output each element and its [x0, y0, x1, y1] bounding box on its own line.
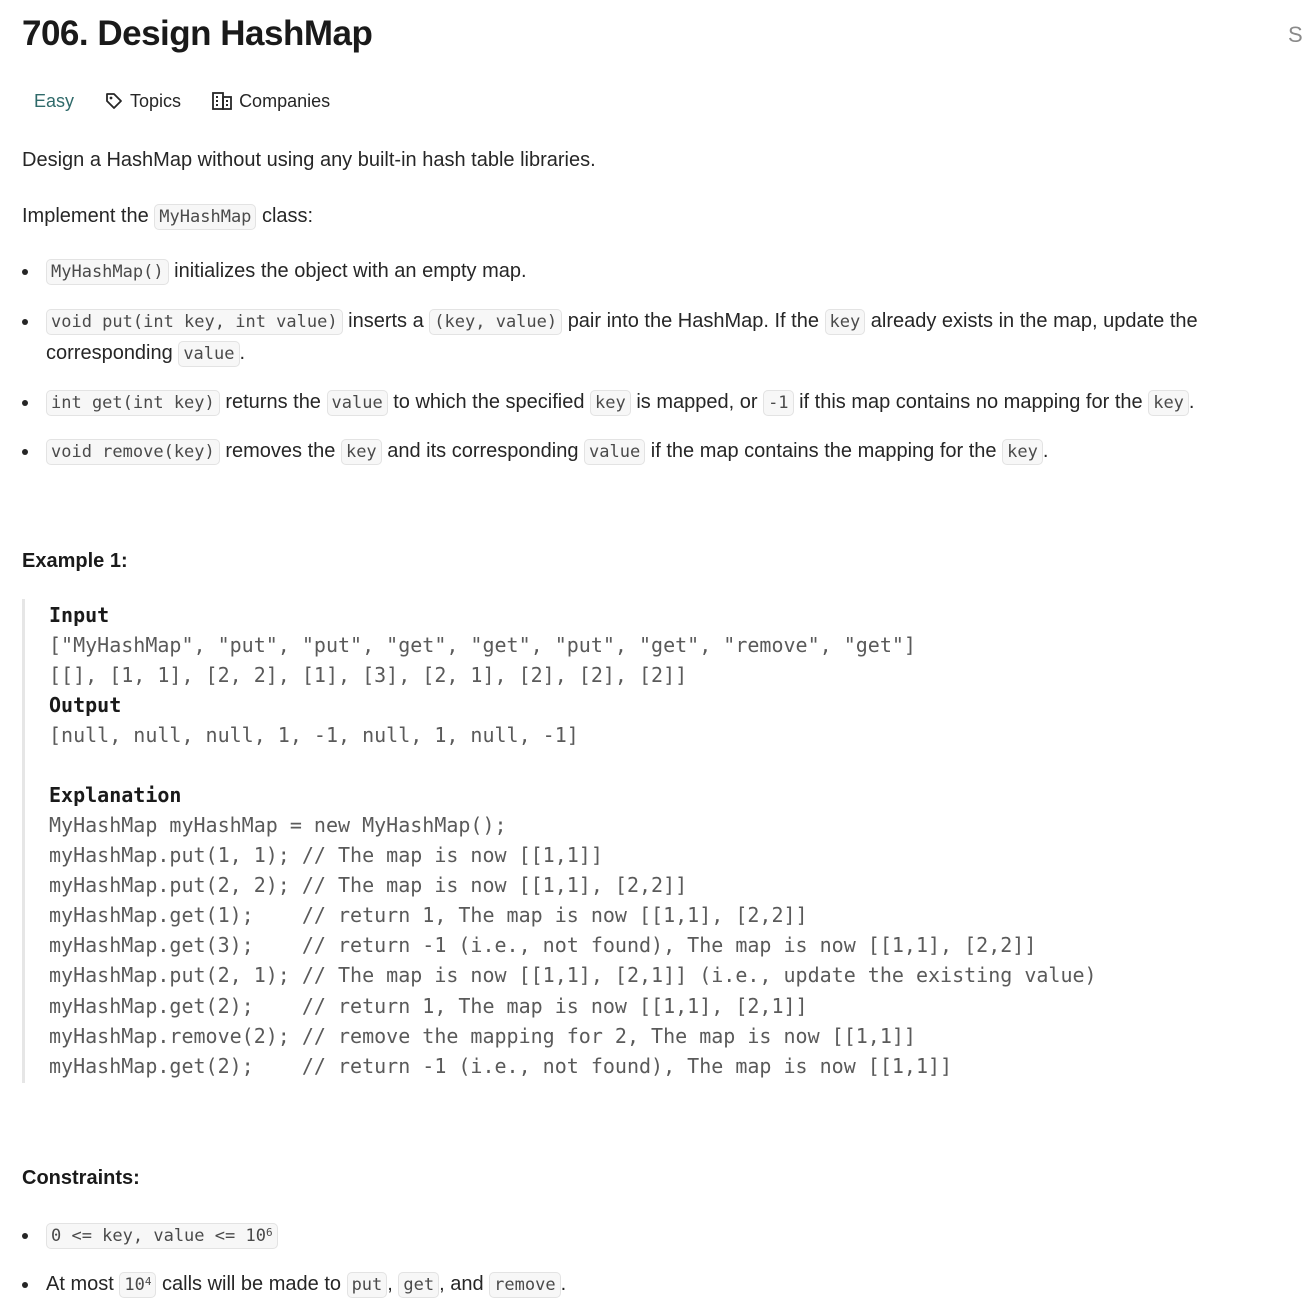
- example-input-label: Input: [49, 603, 110, 627]
- class-name-code: MyHashMap: [154, 204, 256, 230]
- bullet-dot: [22, 400, 28, 406]
- intro-text: Design a HashMap without using any built-in hash table libraries.: [22, 149, 596, 171]
- list-item-put: [22, 306, 1307, 370]
- bullet-text: calls will be made to: [162, 1273, 341, 1295]
- inline-code: [46, 1223, 278, 1249]
- inline-code: void remove(key): [46, 439, 220, 465]
- bullet-text: if this map contains no mapping for the: [799, 391, 1143, 413]
- tag-icon: [104, 91, 124, 111]
- bullet-text: , and: [439, 1273, 484, 1295]
- bullet-text: .: [239, 342, 246, 364]
- bullet-text: and its corresponding: [387, 440, 579, 462]
- inline-code: put: [347, 1272, 388, 1298]
- constraint-item: [22, 1220, 1307, 1252]
- explanation-line: MyHashMap myHashMap = new MyHashMap();: [49, 813, 507, 837]
- building-icon: [211, 91, 233, 111]
- truncated-label: S: [1288, 22, 1303, 47]
- example-output-label: Output: [49, 693, 122, 717]
- bullet-text: pair into the HashMap. If the: [567, 310, 819, 332]
- example-input-line: [[], [1, 1], [2, 2], [1], [3], [2, 1], [2], [2], [2]]: [49, 663, 688, 687]
- problem-tags: [22, 86, 360, 116]
- explanation-line: myHashMap.get(2); // return -1 (i.e., not found), The map is now [[1,1]]: [49, 1054, 953, 1078]
- inline-code: value: [584, 439, 645, 465]
- code-text: 0 <= key, value <= 10: [51, 1226, 266, 1246]
- bullet-text: already exists in the map, update the corresponding: [46, 310, 1198, 364]
- bullet-dot: [22, 449, 28, 455]
- companies-button[interactable]: [211, 91, 330, 112]
- difficulty-badge[interactable]: Easy: [34, 90, 75, 111]
- list-item-get: [22, 387, 1307, 419]
- example-input-line: ["MyHashMap", "put", "put", "get", "get", "put", "get", "remove", "get"]: [49, 633, 916, 657]
- explanation-line: myHashMap.put(2, 1); // The map is now [[1,1], [2,1]] (i.e., update the existing value): [49, 963, 1097, 987]
- constraint-item: [22, 1269, 1307, 1301]
- explanation-line: myHashMap.get(2); // return 1, The map is now [[1,1], [2,1]]: [49, 994, 808, 1018]
- inline-code: key: [1148, 390, 1189, 416]
- bullet-text: .: [1188, 391, 1195, 413]
- inline-code: value: [327, 390, 388, 416]
- bullet-text: At most: [46, 1273, 114, 1295]
- inline-code: key: [1002, 439, 1043, 465]
- inline-code: value: [178, 341, 239, 367]
- example-output-line: [null, null, null, 1, -1, null, 1, null, -1]: [49, 723, 579, 747]
- inline-code: get: [398, 1272, 439, 1298]
- inline-code: key: [825, 309, 866, 335]
- inline-code: [119, 1272, 156, 1298]
- companies-label: Companies: [239, 90, 331, 111]
- inline-code: key: [590, 390, 631, 416]
- problem-title: 706. Design HashMap: [22, 14, 373, 53]
- explanation-line: myHashMap.remove(2); // remove the mapping for 2, The map is now [[1,1]]: [49, 1024, 916, 1048]
- bullet-dot: [22, 1282, 28, 1288]
- constraints-heading: Constraints:: [22, 1167, 140, 1189]
- inline-code: void put(int key, int value): [46, 309, 343, 335]
- inline-code: remove: [489, 1272, 560, 1298]
- superscript: 6: [265, 1226, 273, 1239]
- superscript: 4: [144, 1275, 152, 1288]
- explanation-line: myHashMap.put(2, 2); // The map is now [[1,1], [2,2]]: [49, 873, 688, 897]
- list-item-constructor: [22, 256, 1307, 288]
- explanation-line: myHashMap.put(1, 1); // The map is now [[1,1]]: [49, 843, 603, 867]
- bullet-text: .: [1042, 440, 1049, 462]
- implement-line: [22, 201, 313, 232]
- bullet-text: inserts a: [348, 310, 424, 332]
- bullet-text: ,: [387, 1273, 393, 1295]
- bullet-dot: [22, 269, 28, 275]
- example-heading: Example 1:: [22, 550, 128, 572]
- topics-label: Topics: [130, 90, 182, 111]
- bullet-text: removes the: [225, 440, 336, 462]
- bullet-text: returns the: [225, 391, 321, 413]
- example-explanation-label: Explanation: [49, 783, 182, 807]
- explanation-line: myHashMap.get(3); // return -1 (i.e., not found), The map is now [[1,1], [2,2]]: [49, 933, 1037, 957]
- implement-prefix: Implement the: [22, 205, 149, 227]
- example-block: [22, 599, 1305, 1083]
- inline-code: key: [341, 439, 382, 465]
- bullet-text: initializes the object with an empty map.: [174, 260, 527, 282]
- bullet-dot: [22, 319, 28, 325]
- bullet-dot: [22, 1233, 28, 1239]
- inline-code: MyHashMap(): [46, 259, 169, 285]
- inline-code: int get(int key): [46, 390, 220, 416]
- inline-code: -1: [763, 390, 793, 416]
- bullet-text: is mapped, or: [636, 391, 758, 413]
- implement-suffix: class:: [261, 205, 314, 227]
- bullet-text: to which the specified: [393, 391, 585, 413]
- bullet-text: if the map contains the mapping for the: [650, 440, 997, 462]
- code-text: 10: [124, 1275, 145, 1295]
- topics-button[interactable]: [104, 91, 181, 112]
- bullet-text: .: [560, 1273, 567, 1295]
- explanation-line: myHashMap.get(1); // return 1, The map is now [[1,1], [2,2]]: [49, 903, 808, 927]
- list-item-remove: [22, 436, 1307, 468]
- inline-code: (key, value): [429, 309, 562, 335]
